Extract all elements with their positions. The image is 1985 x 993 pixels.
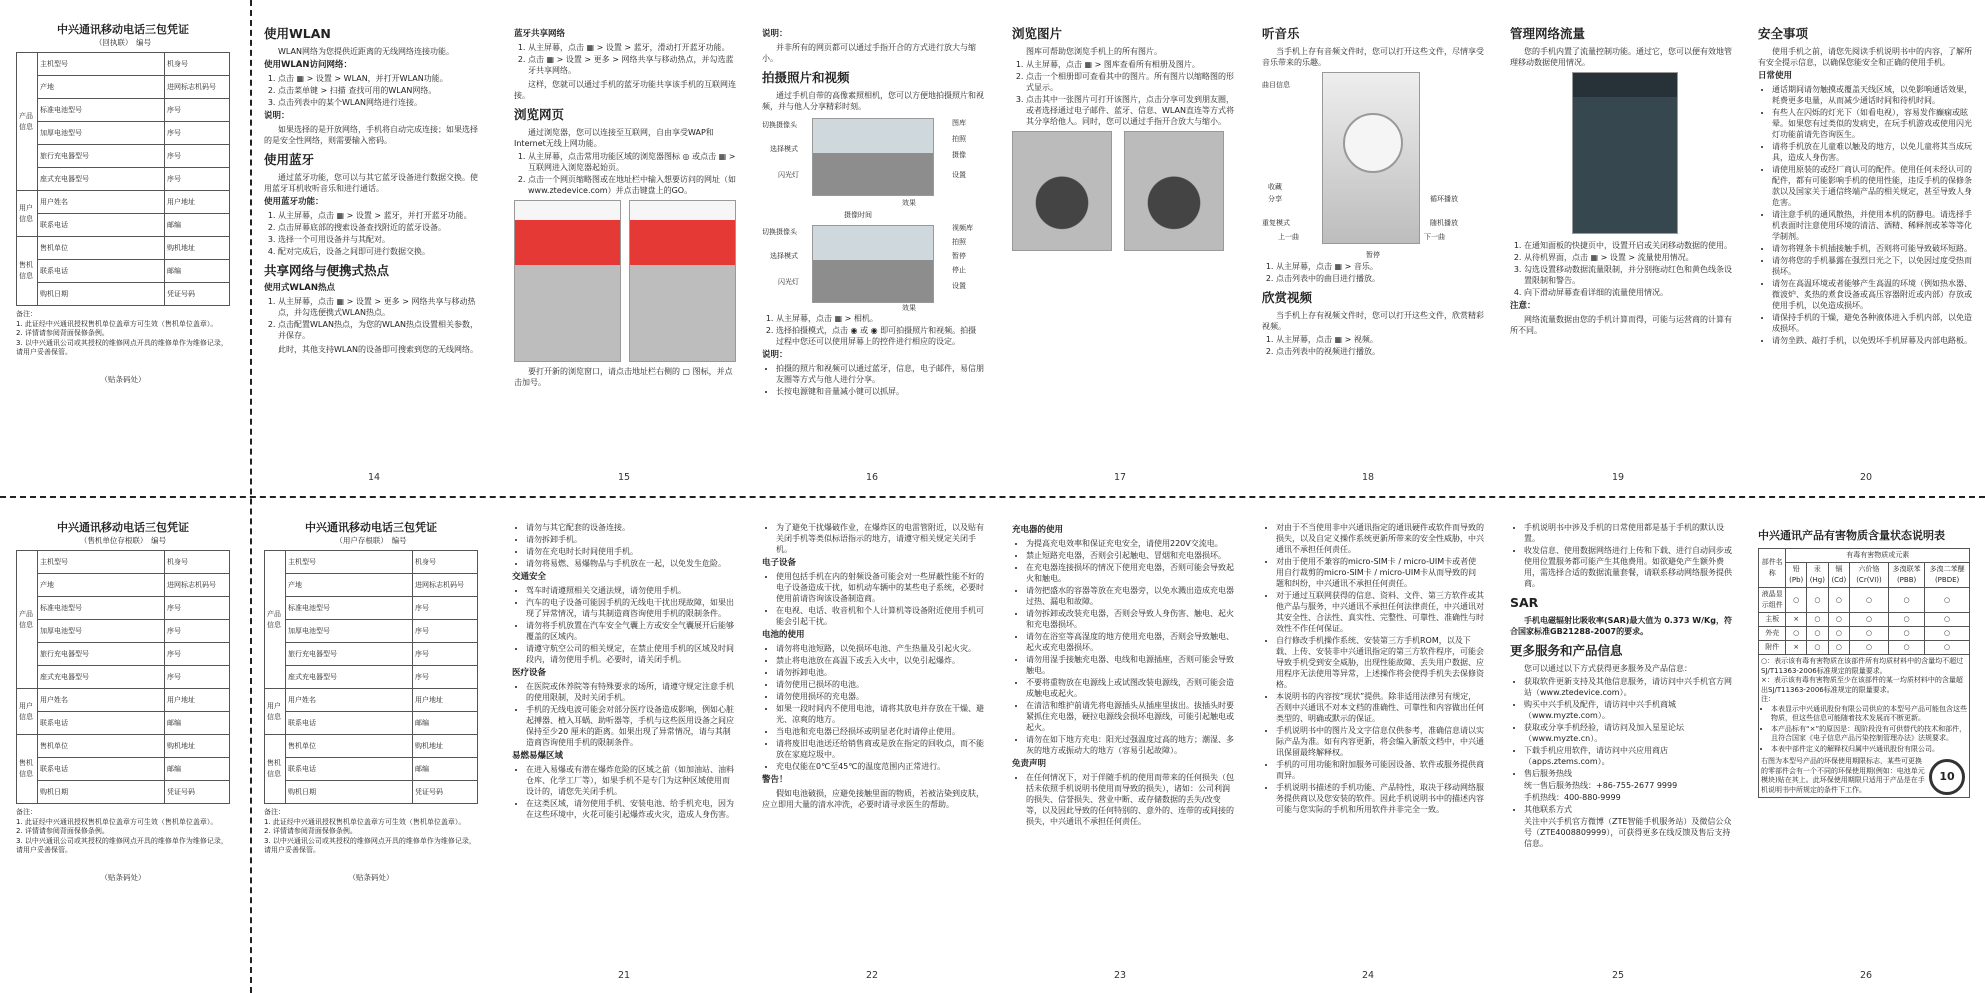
page-number: 19 [1612,472,1625,483]
page-number: 25 [1612,970,1625,981]
gallery-zoom-image-1 [1012,131,1112,251]
page-22: • 为了避免干扰爆破作业，在爆炸区的电雷管附近，以及贴有关闭手机等类似标语指示的地方，请遵守相关规定关闭手机。 电子设备 • 使用包括手机在内的射频设备可能会对一些屏蔽性能不好的电子设备造成干扰，如机动车辆中的某些电子系统，必要时使用前请咨询该设备制造商。 • 在电视、电话、收音机和个人计算机等设备附近使用手机可能会引起干扰。 电池的使用 • 请勿将电池短路，以免损坏电池、产生热量及引起火灾。 • 禁止将电池放在高温下或丢入火中，以免引起爆炸。 • 请勿拆卸电池。 • 请勿使用已损坏的电池。 • 请勿使用损坏的充电器。 • 如果一段时间内不使用电池，请将其放电并存放在干燥、避光、凉爽的地方。 • 当电池和充电器已经损坏或明显老化时请停止使用。 • 请将废旧电池送还给销售商或是放在指定的回收点，而不能放在家庭垃圾中。 • 充电仅能在0℃至45℃的温度范围内正常进行。 警告！ 假如电池破损，应避免接触里面的物质，若被沾染到皮肤，应立即用大量的清水冲洗，必要时请寻求医生的帮助。 [762,522,984,962]
page-20: 安全事项 使用手机之前，请您先阅读手机说明书中的内容，了解所有安全提示信息，以确保您能安全和正确的使用手机。 日常使用 • 通话期间请勿触摸或覆盖天线区域，以免影响通话效果，耗费更多电量，从而减少通话时间和待机时间。 • 有些人在闪烁的灯光下（如看电视），容易发作癫痫或眩晕。如果您有过类似的发病史，在玩手机游戏或使用闪光灯功能前请先咨询医生。 • 请将手机放在儿童难以触及的地方，以免儿童将其当成玩具，造成人身伤害。 • 请使用原装的或经厂商认可的配件。使用任何未经认可的配件，都有可能影响手机的使用性能，违反手机的保修条款以及国家关于通信终端产品的相关规定，甚至导致人身危害。 • 请注意手机的通风散热，并使用本机的防静电。请选择手机表面时注意使用环境的清洁、酒精、稀释剂或苯等等化学制剂。 • 请勿将锂条卡机插接触手机，否则将可能导致破坏短路。 • 请勿将您的手机暴露在强烈日光之下，以免因过度受热而损坏。 • 请勿在高温环境或者能够产生高温的环境（例如热水器、微波炉、炙热的煮食设备或高压容器附近或内部）存放或使用手机，以免造成损坏。 • 请保持手机的干燥，避免各种液体进入手机内部，以免造成损坏。 • 请勿坐跌、敲打手机，以免毁坏手机屏幕及内部电路板。 [1758,20,1972,460]
warranty-table: 产品信息 主机型号 机身号 产地 进网标志机码号 标准电池型号 序号 加厚电池型号 序号 旅行充电器型号 序号 座式充电器型号 序号 用户信息 用户姓名 用户地址 联系电话 邮编 售机信息 售机单位 购机地址 联系电话 邮编 购机日期 凭证号码 [16,550,230,804]
page-18: 听音乐 当手机上存有音频文件时，您可以打开这些文件，尽情享受音乐带来的乐趣。 曲目信息 收藏 分享 重复模式 上一曲 循环播放 随机播放 下一曲 暂停 1. 从主屏幕，点击 ▦ > 音乐。 2. 点击列表中的曲目进行播放。 欣赏视频 当手机上存有视频文件时，您可以打开这些文件，欣赏精彩视频。 1. 从主屏幕，点击 ▦ > 视频。 2. 点击列表中的视频进行播放。 [1262,20,1484,460]
warranty-card-top [16,0,230,490]
browser-screenshots [514,200,736,362]
card-notes: 备注： 1. 此证经中兴通讯授权售机单位盖章方可生效（售机单位盖章）。 2. 详情请参阅背面保修条例。 3. 以中兴通讯公司或其授权的维修网点开具的维修单作为维修记录，请用户妥善保管。 [16,808,228,854]
barcode-area: （贴条码处） [100,374,146,384]
table-row: 附件 × ○ ○ ○ ○ ○ [1759,641,1970,655]
gallery-figures [1012,131,1234,251]
barcode-area: （贴条码处） [100,872,146,882]
card-notes: 备注： 1. 此证经中兴通讯授权售机单位盖章方可生效（售机单位盖章）。 2. 详情请参阅背面保修条例。 3. 以中兴通讯公司或其授权的维修网点开具的维修单作为维修记录，请用户妥善保管。 [264,808,476,854]
card-subtitle: （售机单位存根联） 编号 [79,536,167,545]
warranty-table: 产品信息 主机型号 机身号 产地 进网标志机码号 标准电池型号 序号 加厚电池型号 序号 旅行充电器型号 序号 座式充电器型号 序号 用户信息 用户姓名 用户地址 联系电话 邮编 售机信息 售机单位 购机地址 联系电话 邮编 购机日期 凭证号码 [16,52,230,306]
page-15: 蓝牙共享网络 1. 从主屏幕，点击 ▦ > 设置 > 蓝牙，滑动打开蓝牙功能。 2. 点击 ▦ > 设置 > 更多 > 网络共享与移动热点，并勾选蓝牙共享网络。 这样，您就可以通过手机的蓝牙功能共享该手机的互联网连接。 浏览网页 通过浏览器，您可以连接至互联网，自由享受WAP和Internet无线上网功能。 1. 从主屏幕，点击常用功能区域的浏览器图标 ◎ 或点击 ▦ > 互联网进入浏览器起始页。 2. 点击一个网页缩略图或在地址栏中输入想要访问的网址（如www.ztedevice.com）并点击键盘上的GO。 要打开新的浏览窗口，请点击地址栏右侧的 ▢ 图标，并点击加号。 [514,26,736,466]
heading-music: 听音乐 [1262,26,1300,41]
page-24: • 对由于不当使用非中兴通讯指定的通讯硬件或软件而导致的损失，以及自定义操作系统更新所带来的安全性威胁，中兴通讯不承担任何责任。 • 对由于使用不兼容的micro-SIM卡 / micro-UIM卡或者使用自行裁剪的micro-SIM卡 / micro-UIM卡从而导致的问题和纠纷，中兴通讯不承担任何责任。 • 对于通过互联网获得的信息、资料、文件、第三方软件或其他产品与服务，中兴通讯不承担任何法律责任，中兴通讯对其安全性、合法性、真实性、完整性、可靠性、准确性与时效性不作任何保证。 • 自行修改手机操作系统、安装第三方手机ROM，以及下载、上传、安装非中兴通讯指定的第三方软件程序，可能会导致手机受到安全威胁，出现性能故障、丢失用户数据、应用程序无法使用等异常，上述操作将会使得手机失去保修资格。 • 本说明书的内容按“现状”提供。除非适用法律另有规定，否则中兴通讯不对本文档的准确性、可靠性和内容做出任何类型的、明确或默示的保证。 • 手机说明书中的图片及文字信息仅供参考，准确信息请以实际产品为准。如有内容更新，将会编入新版文档中，中兴通讯保留最终解释权。 • 手机的可用功能和附加服务可能因设备、软件或服务提供商而异。 • 手机说明书描述的手机功能、产品特性，取决于移动网络服务提供商以及您安装的软件。因此手机说明书中的描述内容可能与您实际的手机和所用软件并非完全一致。 [1262,522,1484,962]
table-row: 外壳 ○ ○ ○ ○ ○ ○ [1759,627,1970,641]
browser-screenshot-2 [629,200,736,362]
warranty-card-user [264,498,478,898]
page-25: • 手机说明书中涉及手机的日常使用都是基于手机的默认设置。 • 收发信息、使用数据网络进行上传和下载、进行自动同步或使用位置服务都可能产生其他费用。如欲避免产生额外费用，需选择合适的数据流量套餐，请联系移动网络服务提供商。 SAR 手机电磁辐射比吸收率(SAR)最大值为 0.373 W/Kg，符合国家标准GB21288-2007的要求。 更多服务和产品信息 您可以通过以下方式获得更多服务及产品信息： • 获取软件更新支持及其他信息服务，请访问中兴手机官方网站（www.ztedevice.com）。 • 购买中兴手机及配件，请访问中兴手机商城（www.myzte.com）。 • 获取或分享手机经验，请访问及加入星星论坛（www.myzte.cn）。 • 下载手机应用软件，请访问中兴应用商店（apps.ztems.com）。 • 售后服务热线 统一售后服务热线：+86-755-2677 9999 手机热线：400-880-9999 • 其他联系方式 关注中兴手机官方微博（ZTE智能手机服务站）及微信公众号（ZTE4008809999），可获得更多在线反馈及售后支持信息。 [1510,522,1732,962]
page-number: 26 [1860,970,1873,981]
camera-preview-photo [812,118,934,196]
page-number: 17 [1114,472,1127,483]
bluetooth-steps: 1. 从主屏幕，点击 ▦ > 设置 > 蓝牙，并打开蓝牙功能。 2. 点击屏幕底部的搜索设备查找附近的蓝牙设备。 3. 选择一个可用设备并与其配对。 4. 配对完成后，设备之间即可进行数据交换。 [264,210,484,257]
hazard-legend: ○：表示该有毒有害物质在该部件所有均质材料中的含量均不超过SJ/T11363-2006标准规定的限量要求。 ×：表示该有毒有害物质至少在该部件的某一均质材料中的含量超出SJ/T11363-2006标准规定的限量要求。 注： • 本表显示中兴通讯股份有限公司供应的本型号产品可能包含这些物质，但这些信息可能随着技术发展而不断更新。 • 本产品标有“×”的原因是：现阶段没有可供替代的技术和部件，且符合国家《电子信息产品污染控制管理办法》法规要求。 • 本表中部件定义的解释权归属中兴通讯股份有限公司。 右图为本型号产品的环保使用期限标志，某些可更换的零部件会有一个不同的环保使用期(例如：电池单元模块)贴在其上。此环保使用期限只适用于产品是在手机说明书中所规定的条件下工作。 10 [1758,655,1970,798]
page-number: 21 [618,970,631,981]
music-player-figure: 曲目信息 收藏 分享 重复模式 上一曲 循环播放 随机播放 下一曲 [1262,70,1484,250]
barcode-area: （贴条码处） [348,872,394,882]
page-number: 22 [866,970,879,981]
music-player-screenshot [1322,72,1420,244]
page-number: 24 [1362,970,1375,981]
page-17: 浏览图片 图库可帮助您浏览手机上的所有图片。 1. 从主屏幕，点击 ▦ > 图库查看所有相册及图片。 2. 点击一个相册即可查看其中的图片。所有图片以缩略图的形式显示。 3. 点击其中一张图片可打开该图片，点击分享可发到朋友圈，或者选择通过电子邮件、蓝牙、信息、WLAN直连等方式将其分享给他人。同时，您可以通过手指开合放大与缩小。 [1012,20,1234,460]
page-21: • 请勿与其它配套的设备连接。 • 请勿拆卸手机。 • 请勿在充电时长时间使用手机。 • 请勿将易燃、易爆物品与手机放在一起，以免发生危险。 交通安全 • 驾车时请遵照相关交通法规，请勿使用手机。 • 汽车的电子设备可能因手机的无线电干扰出现故障，如果出现了异常情况，请与其制造商咨询使用手机的限制条件。 • 请勿将手机放置在汽车安全气囊上方或安全气囊展开后能够覆盖的区域内。 • 请遵守航空公司的相关规定，在禁止使用手机的区域及时间段内，请勿使用手机。必要时，请关闭手机。 医疗设备 • 在医院或休养院等有特殊要求的场所，请遵守规定注意手机的使用限制，及时关闭手机。 • 手机的无线电波可能会对部分医疗设备造成影响，例如心脏起搏器、植入耳蜗、助听器等，手机与这些医用设备之间应保持至少20 厘米的距离。如果出现了异常情况，请与其制造商咨询使用手机的限制条件。 易燃易爆区域 • 在进入易爆或有潜在爆炸危险的区域之前（如加油站、油料仓库、化学工厂等），如果手机不是专门为这种区域使用而设计的，请您先关闭手机。 • 在这类区域，请勿使用手机、安装电池、给手机充电，因为在这些环境中，火花可能引起爆炸或火灾，造成人身伤害。 [512,522,734,962]
heading-wlan: 使用WLAN [264,26,331,41]
heading-gallery: 浏览图片 [1012,26,1063,41]
heading-bluetooth: 使用蓝牙 [264,152,315,167]
gallery-zoom-image-2 [1124,131,1224,251]
camera-figure-2: 切换摄像头 选择模式 闪光灯 视频库 拍照 暂停 停止 设置 效果 [762,224,973,312]
card-notes: 备注： 1. 此证经中兴通讯授权售机单位盖章方可生效（售机单位盖章）。 2. 详情请参阅背面保修条例。 3. 以中兴通讯公司或其授权的维修网点开具的维修单作为维修记录，请用户妥善保管。 [16,310,228,356]
page-number: 18 [1362,472,1375,483]
card-subtitle: （用户存根联） 编号 [335,536,407,545]
warranty-card-store [16,498,230,898]
heading-hotspot: 共享网络与便携式热点 [264,263,390,278]
page-number: 14 [368,472,381,483]
camera-preview-video [812,225,934,303]
table-row: 主板 × ○ ○ ○ ○ ○ [1759,613,1970,627]
heading-sar: SAR [1510,595,1539,610]
table-row: 液晶显示组件 ○ ○ ○ ○ ○ ○ [1759,588,1970,613]
heading-services: 更多服务和产品信息 [1510,643,1623,658]
page-23: 充电器的使用 • 为提高充电效率和保证充电安全，请使用220V交流电。 • 禁止短路充电器，否则会引起触电、冒烟和充电器损坏。 • 在充电器连接损坏的情况下使用充电器，否则可能会导致起火和触电。 • 请勿把盛水的容器等放在充电器旁，以免水溅出造成充电器过热、漏电和故障。 • 请勿拆卸或改装充电器，否则会导致人身伤害、触电、起火和充电器损坏。 • 请勿在浴室等高湿度的地方使用充电器，否则会导致触电、起火或充电器损坏。 • 请勿用湿手接触充电器、电线和电源插座，否则可能会导致触电。 • 不要将重物放在电源线上或试图改装电源线，否则可能会造成触电或起火。 • 在清洁和维护前请先将电源插头从插座里拔出。拔插头时要紧抓住充电器，硬拉电源线会损坏电源线，可能引起触电或起火。 • 请勿在如下地方充电：阳光过强温度过高的地方；潮湿、多灰的地方或振动大的地方（容易引起故障）。 免责声明 • 在任何情况下，对于伴随手机的使用而带来的任何损失（包括未依照手机说明书使用而导致的损失），诸如：公司利润的损失、信誉损失、营业中断、或存储数据的丢失/改变等，以及因此导致的任何特别的、意外的、连带的或间接的损失，中兴通讯不承担任何责任。 [1012,522,1234,962]
page-number: 15 [618,472,631,483]
heading-safety: 安全事项 [1758,26,1809,41]
page-14: 使用WLAN WLAN网络为您提供近距离的无线网络连接功能。 使用WLAN访问网络： 1. 点击 ▦ > 设置 > WLAN，并打开WLAN功能。 2. 点击菜单键 > 扫描 查找可用的WLAN网络。 3. 点击列表中的某个WLAN网络进行连接。 说明： 如果选择的是开放网络，手机将自动完成连接；如果选择的是安全性网络，则需要输入密码。 使用蓝牙 通过蓝牙功能，您可以与其它蓝牙设备进行数据交换。使用蓝牙耳机收听音乐和进行通话。 使用蓝牙功能： 1. 从主屏幕，点击 ▦ > 设置 > 蓝牙，并打开蓝牙功能。 2. 点击屏幕底部的搜索设备查找附近的蓝牙设备。 3. 选择一个可用设备并与其配对。 4. 配对完成后，设备之间即可进行数据交换。 共享网络与便携式热点 使用式WLAN热点 1. 从主屏幕，点击 ▦ > 设置 > 更多 > 网络共享与移动热点，并勾选便携式WLAN热点。 2. 点击配置WLAN热点，为您的WLAN热点设置相关参数，并保存。 此时，其他支持WLAN的设备即可搜索到您的无线网络。 [264,20,484,460]
card-title: 中兴通讯移动电话三包凭证 [57,23,189,36]
heading-video: 欣赏视频 [1262,290,1313,305]
hotspot-steps: 1. 从主屏幕，点击 ▦ > 设置 > 更多 > 网络共享与移动热点，并勾选便携式WLAN热点。 2. 点击配置WLAN热点，为您的WLAN热点设置相关参数，并保存。 [264,296,484,341]
wlan-steps: 1. 点击 ▦ > 设置 > WLAN，并打开WLAN功能。 2. 点击菜单键 > 扫描 查找可用的WLAN网络。 3. 点击列表中的某个WLAN网络进行连接。 [264,73,484,108]
heading-camera: 拍摄照片和视频 [762,70,850,85]
page-number: 23 [1114,970,1127,981]
page-16: 说明： 并非所有的网页都可以通过手指开合的方式进行放大与缩小。 拍摄照片和视频 通过手机自带的高像素照相机，您可以方便地拍摄照片和视频，并与他人分享精彩时刻。 切换摄像头 选择模式 闪光灯 图库 拍照 摄像 设置 效果 摄像时间 切换摄像头 选择模式 闪光灯 视频库 拍照 暂停 停止 设置 效果 1. 从主屏幕，点击 ▦ > 相机。 2. 选择拍摄模式，点击 ◉ 或 ◉ 即可拍摄照片和视频。拍摄过程中您还可以使用屏幕上的控件进行相应的设定。 说明： • 拍摄的照片和视频可以通过蓝牙，信息，电子邮件，易信朋友圈等方式与他人进行分享。 • 长按电源键和音量减小键可以抓屏。 [762,26,984,466]
page-number: 20 [1860,472,1873,483]
page-19: 管理网络流量 您的手机内置了流量控制功能。通过它，您可以便有效地管理移动数据使用情况。 1. 在通知面板的快捷页中，设置开启或关闭移动数据的使用。 2. 从待机界面，点击 ▦ > 设置 > 流量使用情况。 3. 勾选设置移动数据流量限制，并分别拖动红色和黄色线条设置限制和警告。 4. 向下滑动屏幕查看详细的流量使用情况。 注意： 网络流量数据由您的手机计算而得，可能与运营商的计算有所不同。 [1510,20,1732,460]
warranty-table: 产品信息 主机型号 机身号 产地 进网标志机码号 标准电池型号 序号 加厚电池型号 序号 旅行充电器型号 序号 座式充电器型号 序号 用户信息 用户姓名 用户地址 联系电话 邮编 售机信息 售机单位 购机地址 联系电话 邮编 购机日期 凭证号码 [264,550,478,804]
environmental-period-icon: 10 [1929,759,1965,795]
card-subtitle: （回执联） 编号 [94,38,152,47]
browser-screenshot-1 [514,200,621,362]
card-title: 中兴通讯移动电话三包凭证 [57,521,189,534]
heading-hazardous: 中兴通讯产品有害物质含量状态说明表 [1758,529,1945,542]
card-title: 中兴通讯移动电话三包凭证 [305,521,437,534]
camera-figure-1: 切换摄像头 选择模式 闪光灯 图库 拍照 摄像 设置 效果 [762,119,966,207]
data-usage-screenshot [1572,72,1678,234]
cut-line-vertical [250,0,252,993]
page-number: 16 [866,472,879,483]
hazardous-substance-table: 部件名称 有毒有害物质或元素 铅(Pb) 汞(Hg) 镉(Cd) 六价铬(Cr(VI)) 多溴联苯(PBB) 多溴二苯醚(PBDE) 液晶显示组件 ○ ○ ○ ○ ○ ○ 主板 × ○ ○ ○ ○ ○ 外壳 ○ ○ ○ ○ ○ ○ 附件 × ○ ○ ○ ○ ○ [1758,548,1970,655]
heading-browse: 浏览网页 [514,107,565,122]
album-disc-icon [1343,113,1403,173]
page-26 [1758,522,1970,962]
heading-bt-share: 蓝牙共享网络 [514,29,566,39]
heading-data-usage: 管理网络流量 [1510,26,1586,41]
